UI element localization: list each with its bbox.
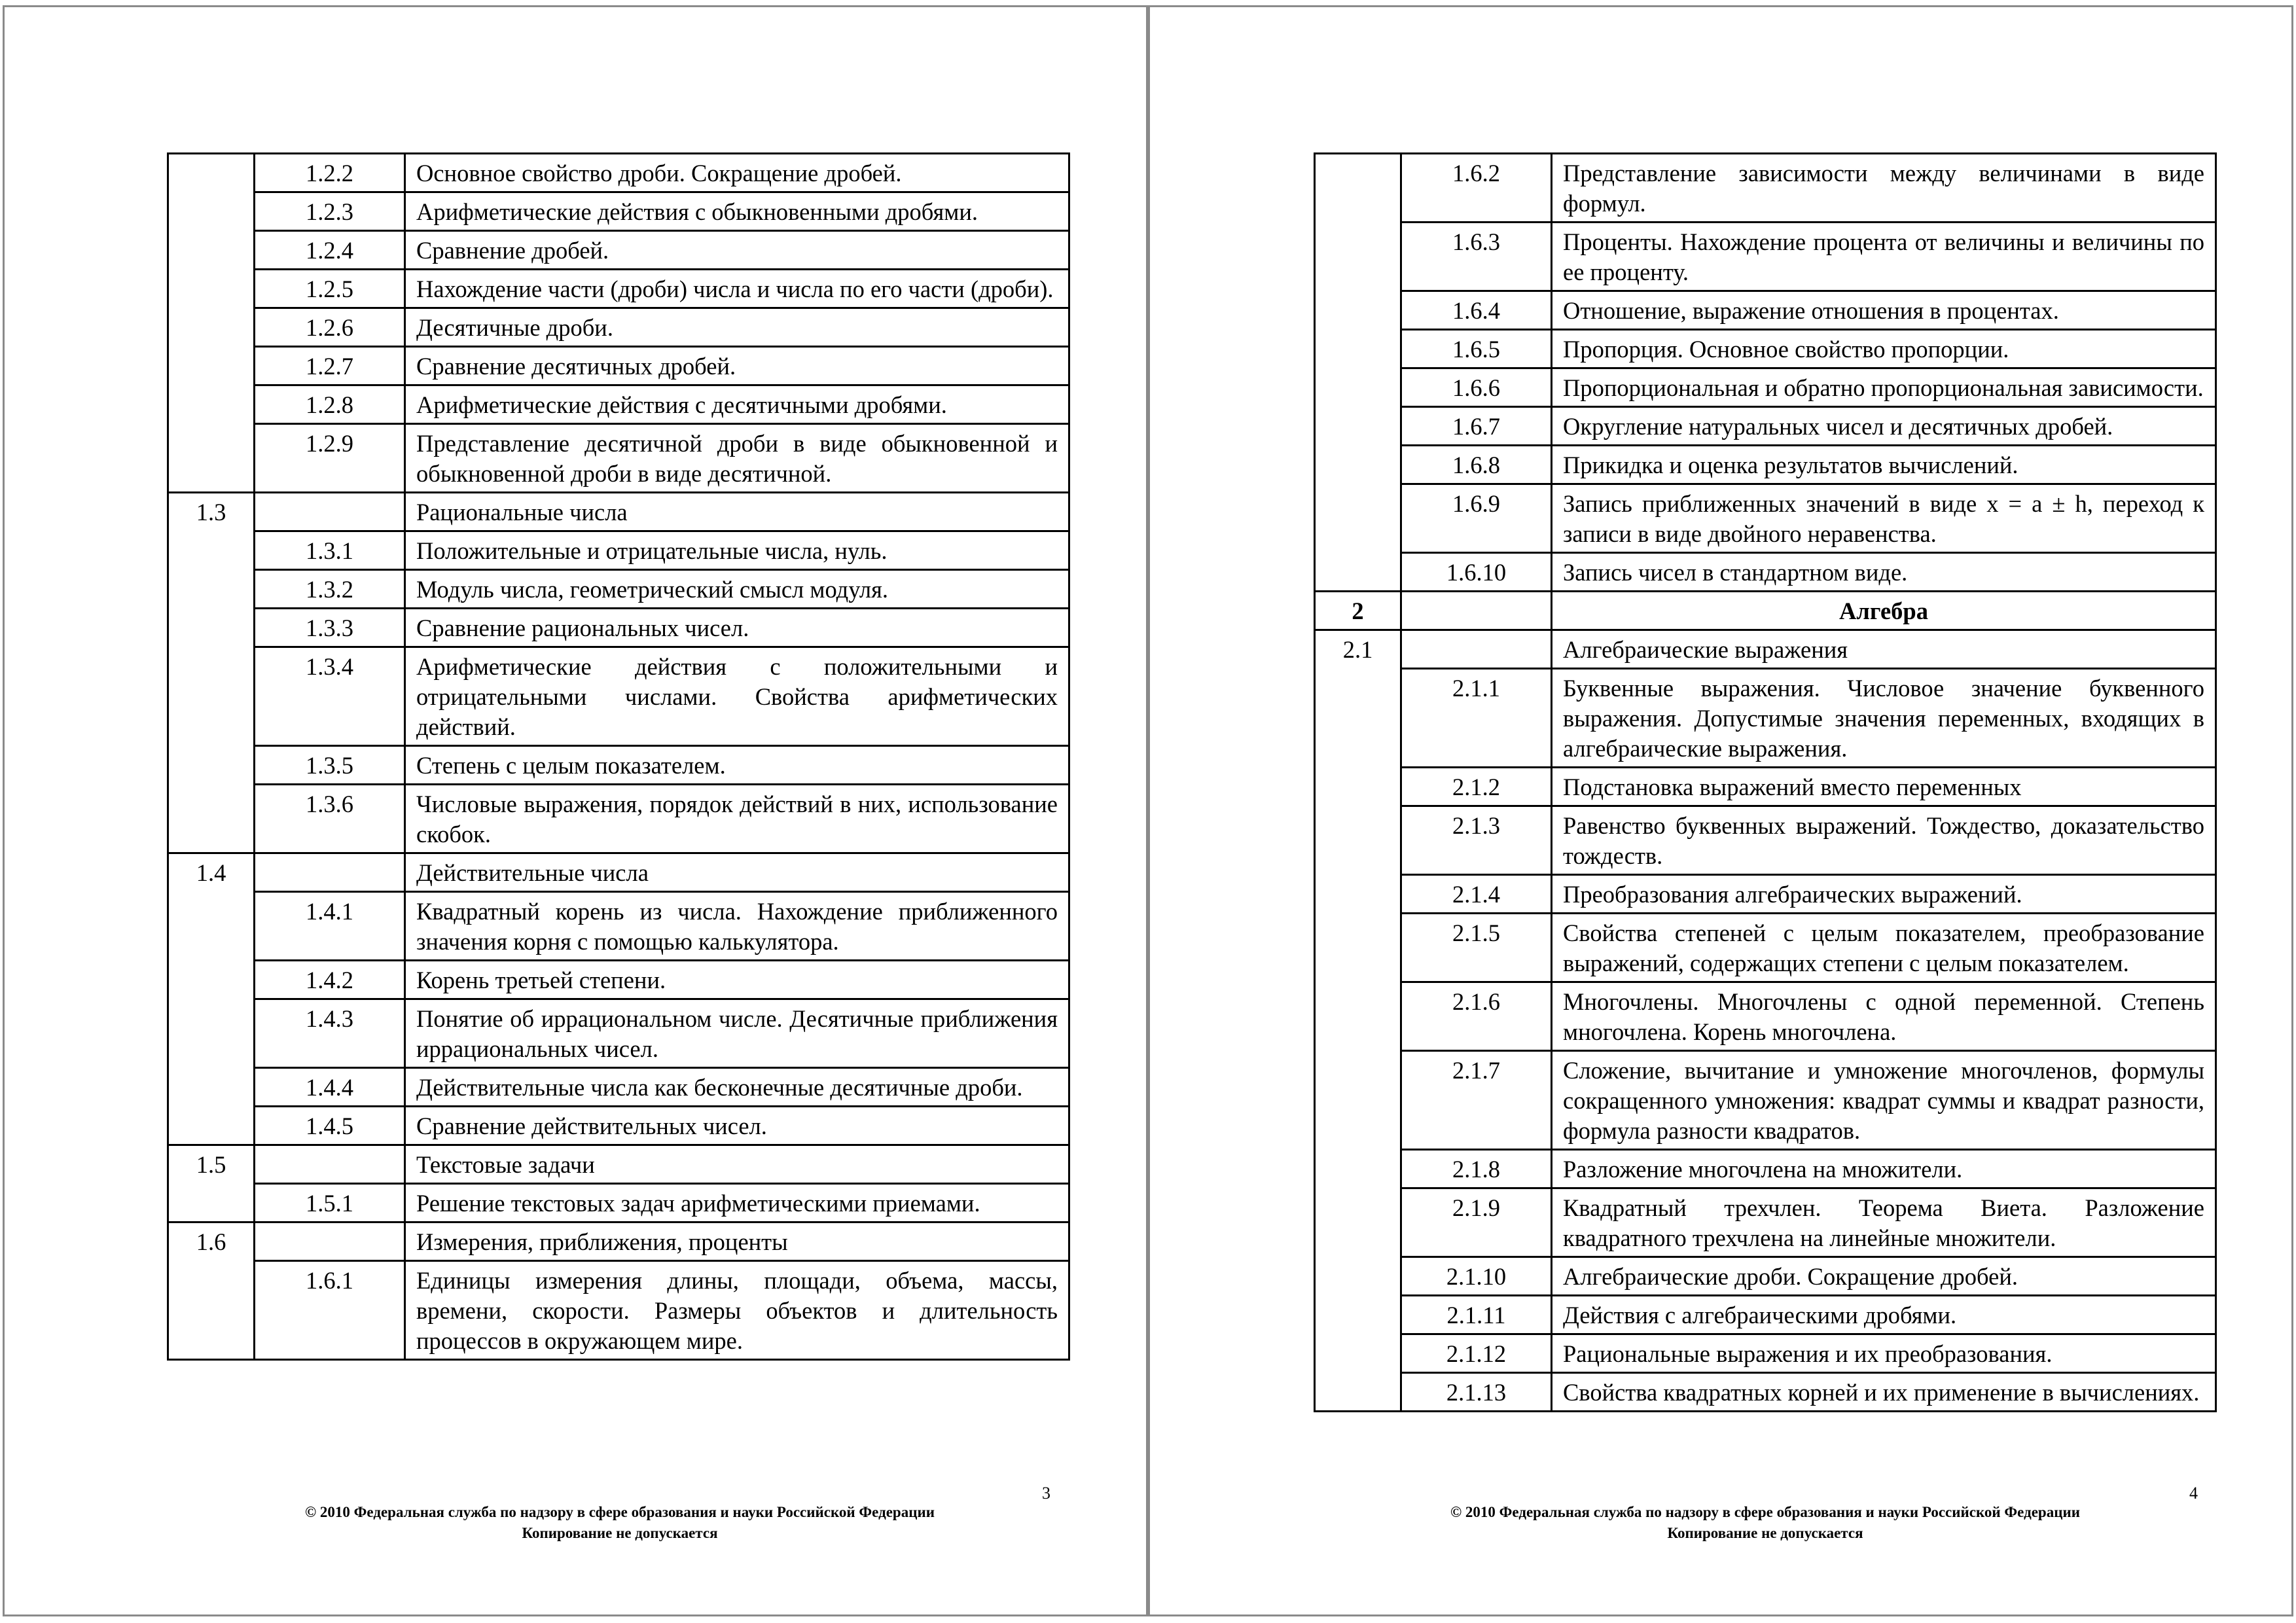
section-title: Действительные числа xyxy=(405,853,1069,892)
item-code: 1.3.2 xyxy=(255,570,405,609)
table-row xyxy=(168,231,1069,270)
topic-code: 2 xyxy=(1315,592,1401,630)
group-cell xyxy=(168,192,255,231)
footer-copy-notice: Копирование не допускается xyxy=(522,1525,718,1541)
item-description: Арифметические действия с десятичными дробями. xyxy=(405,385,1069,424)
table-row xyxy=(168,746,1069,785)
item-description: Квадратный корень из числа. Нахождение приближенного значения корня с помощью калькулятора. xyxy=(405,892,1069,961)
group-cell xyxy=(168,270,255,308)
item-description: Разложение многочлена на множители. xyxy=(1552,1150,2216,1188)
table-row xyxy=(168,424,1069,493)
item-description: Нахождение части (дроби) числа и числа по его части (дроби). xyxy=(405,270,1069,308)
table-row xyxy=(168,1261,1069,1360)
group-cell xyxy=(1315,1334,1401,1373)
section-code: 1.5 xyxy=(168,1145,255,1184)
group-cell xyxy=(1315,368,1401,407)
table-row xyxy=(168,892,1069,961)
item-code: 1.2.6 xyxy=(255,308,405,347)
table-row xyxy=(168,270,1069,308)
empty-cell xyxy=(255,1222,405,1261)
codifier-table xyxy=(167,152,1070,1361)
item-description: Сравнение рациональных чисел. xyxy=(405,609,1069,647)
table-row xyxy=(1315,1051,2216,1150)
item-code: 1.2.8 xyxy=(255,385,405,424)
empty-cell xyxy=(255,493,405,531)
table-row xyxy=(1315,330,2216,368)
table-row xyxy=(1315,484,2216,553)
item-description: Прикидка и оценка результатов вычислений. xyxy=(1552,446,2216,484)
table-row xyxy=(1315,1257,2216,1296)
page-number: 3 xyxy=(1042,1484,1050,1503)
group-cell xyxy=(1315,1296,1401,1334)
item-description: Действительные числа как бесконечные десятичные дроби. xyxy=(405,1068,1069,1107)
group-cell xyxy=(168,531,255,570)
section-row xyxy=(168,1145,1069,1184)
table-row xyxy=(168,1107,1069,1145)
item-code: 1.2.4 xyxy=(255,231,405,270)
item-code: 2.1.9 xyxy=(1401,1188,1552,1257)
group-cell xyxy=(1315,982,1401,1051)
item-description: Сравнение дробей. xyxy=(405,231,1069,270)
table-row xyxy=(1315,1150,2216,1188)
group-cell xyxy=(1315,914,1401,982)
item-code: 2.1.11 xyxy=(1401,1296,1552,1334)
item-description: Арифметические действия с обыкновенными дробями. xyxy=(405,192,1069,231)
group-cell xyxy=(1315,154,1401,223)
item-code: 2.1.4 xyxy=(1401,875,1552,914)
item-description: Буквенные выражения. Числовое значение буквенного выражения. Допустимые значения переменных, входящих в алгебраические выражения. xyxy=(1552,669,2216,768)
page-number: 4 xyxy=(2189,1484,2198,1503)
item-description: Преобразования алгебраических выражений. xyxy=(1552,875,2216,914)
item-description: Равенство буквенных выражений. Тождество, доказательство тождеств. xyxy=(1552,806,2216,875)
group-cell xyxy=(168,1184,255,1222)
group-cell xyxy=(1315,446,1401,484)
item-description: Квадратный трехчлен. Теорема Виета. Разложение квадратного трехчлена на линейные множители. xyxy=(1552,1188,2216,1257)
table-row xyxy=(168,647,1069,746)
item-description: Представление зависимости между величинами в виде формул. xyxy=(1552,154,2216,223)
item-code: 2.1.10 xyxy=(1401,1257,1552,1296)
item-code: 1.2.7 xyxy=(255,347,405,385)
item-description: Запись чисел в стандартном виде. xyxy=(1552,553,2216,592)
section-code: 1.4 xyxy=(168,853,255,892)
group-cell xyxy=(168,154,255,192)
table-row xyxy=(168,1184,1069,1222)
item-description: Единицы измерения длины, площади, объема, массы, времени, скорости. Размеры объектов и длительность процессов в окружающем мире. xyxy=(405,1261,1069,1360)
empty-cell xyxy=(1401,630,1552,669)
group-cell xyxy=(1315,330,1401,368)
group-cell xyxy=(1315,875,1401,914)
item-code: 1.4.4 xyxy=(255,1068,405,1107)
item-description: Десятичные дроби. xyxy=(405,308,1069,347)
topic-title: Алгебра xyxy=(1552,592,2216,630)
item-code: 2.1.13 xyxy=(1401,1373,1552,1412)
section-code: 1.3 xyxy=(168,493,255,531)
item-code: 2.1.12 xyxy=(1401,1334,1552,1373)
group-cell xyxy=(1315,1373,1401,1412)
item-description: Проценты. Нахождение процента от величины и величины по ее проценту. xyxy=(1552,223,2216,291)
item-code: 1.4.1 xyxy=(255,892,405,961)
table-row xyxy=(168,961,1069,999)
group-cell xyxy=(1315,484,1401,553)
group-cell xyxy=(1315,1188,1401,1257)
item-code: 1.6.4 xyxy=(1401,291,1552,330)
empty-cell xyxy=(255,1145,405,1184)
group-cell xyxy=(168,231,255,270)
item-code: 1.6.3 xyxy=(1401,223,1552,291)
group-cell xyxy=(1315,291,1401,330)
group-cell xyxy=(1315,1051,1401,1150)
footer-copyright: © 2010 Федеральная служба по надзору в сфере образования и науки Российской Федерации xyxy=(305,1504,935,1520)
item-description: Числовые выражения, порядок действий в них, использование скобок. xyxy=(405,785,1069,853)
table-row xyxy=(1315,669,2216,768)
table-row xyxy=(168,1068,1069,1107)
table-row xyxy=(1315,1188,2216,1257)
section-title: Измерения, приближения, проценты xyxy=(405,1222,1069,1261)
item-code: 1.6.10 xyxy=(1401,553,1552,592)
table-row xyxy=(1315,291,2216,330)
item-code: 1.6.6 xyxy=(1401,368,1552,407)
section-row xyxy=(168,493,1069,531)
page-right xyxy=(1148,5,2293,1616)
item-description: Свойства степеней с целым показателем, преобразование выражений, содержащих степени с целым показателем. xyxy=(1552,914,2216,982)
table-row xyxy=(1315,768,2216,806)
group-cell xyxy=(1315,1150,1401,1188)
item-description: Основное свойство дроби. Сокращение дробей. xyxy=(405,154,1069,192)
group-cell xyxy=(1315,407,1401,446)
item-description: Арифметические действия с положительными и отрицательными числами. Свойства арифметических действий. xyxy=(405,647,1069,746)
table-row xyxy=(168,192,1069,231)
table-row xyxy=(1315,446,2216,484)
table-row xyxy=(1315,553,2216,592)
table-row xyxy=(1315,407,2216,446)
item-description: Модуль числа, геометрический смысл модуля. xyxy=(405,570,1069,609)
item-description: Пропорция. Основное свойство пропорции. xyxy=(1552,330,2216,368)
table-row xyxy=(1315,1296,2216,1334)
table-row xyxy=(1315,875,2216,914)
group-cell xyxy=(168,785,255,853)
group-cell xyxy=(168,424,255,493)
page-footer xyxy=(1356,1502,2174,1544)
item-code: 1.2.3 xyxy=(255,192,405,231)
table-row xyxy=(168,531,1069,570)
item-description: Корень третьей степени. xyxy=(405,961,1069,999)
section-title: Текстовые задачи xyxy=(405,1145,1069,1184)
item-description: Сравнение десятичных дробей. xyxy=(405,347,1069,385)
table-row xyxy=(1315,982,2216,1051)
page-footer xyxy=(211,1502,1029,1544)
table-row xyxy=(168,347,1069,385)
item-description: Запись приближенных значений в виде x = a ± h, переход к записи в виде двойного неравенства. xyxy=(1552,484,2216,553)
group-cell xyxy=(1315,768,1401,806)
item-code: 1.4.2 xyxy=(255,961,405,999)
section-row xyxy=(168,1222,1069,1261)
table-row xyxy=(1315,154,2216,223)
group-cell xyxy=(168,609,255,647)
item-code: 1.3.6 xyxy=(255,785,405,853)
group-cell xyxy=(168,347,255,385)
empty-cell xyxy=(1401,592,1552,630)
item-description: Представление десятичной дроби в виде обыкновенной и обыкновенной дроби в виде десятичной. xyxy=(405,424,1069,493)
page-left xyxy=(3,5,1148,1616)
table-row xyxy=(168,385,1069,424)
table-row xyxy=(168,609,1069,647)
group-cell xyxy=(168,999,255,1068)
topic-row xyxy=(1315,592,2216,630)
item-description: Решение текстовых задач арифметическими приемами. xyxy=(405,1184,1069,1222)
section-code: 1.6 xyxy=(168,1222,255,1261)
table-row xyxy=(1315,223,2216,291)
group-cell xyxy=(168,385,255,424)
table-row xyxy=(1315,368,2216,407)
section-title: Алгебраические выражения xyxy=(1552,630,2216,669)
group-cell xyxy=(168,892,255,961)
group-cell xyxy=(168,746,255,785)
item-description: Свойства квадратных корней и их применение в вычислениях. xyxy=(1552,1373,2216,1412)
item-code: 1.5.1 xyxy=(255,1184,405,1222)
item-description: Действия с алгебраическими дробями. xyxy=(1552,1296,2216,1334)
item-code: 1.2.5 xyxy=(255,270,405,308)
item-code: 1.2.2 xyxy=(255,154,405,192)
group-cell xyxy=(1315,1257,1401,1296)
section-row xyxy=(168,853,1069,892)
table-row xyxy=(1315,806,2216,875)
table-row xyxy=(168,999,1069,1068)
footer-copyright: © 2010 Федеральная служба по надзору в сфере образования и науки Российской Федерации xyxy=(1450,1504,2080,1520)
group-cell xyxy=(168,308,255,347)
item-code: 1.6.2 xyxy=(1401,154,1552,223)
table-row xyxy=(1315,914,2216,982)
item-code: 1.6.8 xyxy=(1401,446,1552,484)
group-cell xyxy=(1315,553,1401,592)
item-code: 1.3.1 xyxy=(255,531,405,570)
item-description: Алгебраические дроби. Сокращение дробей. xyxy=(1552,1257,2216,1296)
empty-cell xyxy=(255,853,405,892)
group-cell xyxy=(168,1068,255,1107)
item-description: Степень с целым показателем. xyxy=(405,746,1069,785)
item-code: 1.4.5 xyxy=(255,1107,405,1145)
table-row xyxy=(168,308,1069,347)
item-code: 1.6.9 xyxy=(1401,484,1552,553)
item-code: 1.3.3 xyxy=(255,609,405,647)
section-row xyxy=(1315,630,2216,669)
item-description: Понятие об иррациональном числе. Десятичные приближения иррациональных чисел. xyxy=(405,999,1069,1068)
item-code: 2.1.7 xyxy=(1401,1051,1552,1150)
table-row xyxy=(168,154,1069,192)
item-description: Многочлены. Многочлены с одной переменной. Степень многочлена. Корень многочлена. xyxy=(1552,982,2216,1051)
table-row xyxy=(168,785,1069,853)
group-cell xyxy=(168,1261,255,1360)
item-description: Положительные и отрицательные числа, нуль. xyxy=(405,531,1069,570)
item-code: 2.1.3 xyxy=(1401,806,1552,875)
table-row xyxy=(1315,1373,2216,1412)
item-code: 2.1.8 xyxy=(1401,1150,1552,1188)
group-cell xyxy=(168,1107,255,1145)
item-code: 1.4.3 xyxy=(255,999,405,1068)
item-code: 2.1.6 xyxy=(1401,982,1552,1051)
group-cell xyxy=(168,647,255,746)
item-code: 1.6.1 xyxy=(255,1261,405,1360)
section-title: Рациональные числа xyxy=(405,493,1069,531)
group-cell xyxy=(168,570,255,609)
footer-copy-notice: Копирование не допускается xyxy=(1667,1525,1863,1541)
item-description: Сравнение действительных чисел. xyxy=(405,1107,1069,1145)
item-description: Пропорциональная и обратно пропорциональная зависимости. xyxy=(1552,368,2216,407)
group-cell xyxy=(1315,223,1401,291)
table-row xyxy=(168,570,1069,609)
codifier-table xyxy=(1314,152,2217,1412)
item-code: 2.1.1 xyxy=(1401,669,1552,768)
item-description: Рациональные выражения и их преобразования. xyxy=(1552,1334,2216,1373)
group-cell xyxy=(168,961,255,999)
item-description: Сложение, вычитание и умножение многочленов, формулы сокращенного умножения: квадрат суммы и квадрат разности, формула разности квадратов. xyxy=(1552,1051,2216,1150)
item-description: Отношение, выражение отношения в процентах. xyxy=(1552,291,2216,330)
section-code: 2.1 xyxy=(1315,630,1401,669)
item-code: 2.1.2 xyxy=(1401,768,1552,806)
item-code: 1.6.5 xyxy=(1401,330,1552,368)
group-cell xyxy=(1315,669,1401,768)
item-description: Подстановка выражений вместо переменных xyxy=(1552,768,2216,806)
item-code: 1.3.4 xyxy=(255,647,405,746)
item-code: 1.2.9 xyxy=(255,424,405,493)
item-code: 2.1.5 xyxy=(1401,914,1552,982)
item-description: Округление натуральных чисел и десятичных дробей. xyxy=(1552,407,2216,446)
group-cell xyxy=(1315,806,1401,875)
table-row xyxy=(1315,1334,2216,1373)
item-code: 1.6.7 xyxy=(1401,407,1552,446)
item-code: 1.3.5 xyxy=(255,746,405,785)
